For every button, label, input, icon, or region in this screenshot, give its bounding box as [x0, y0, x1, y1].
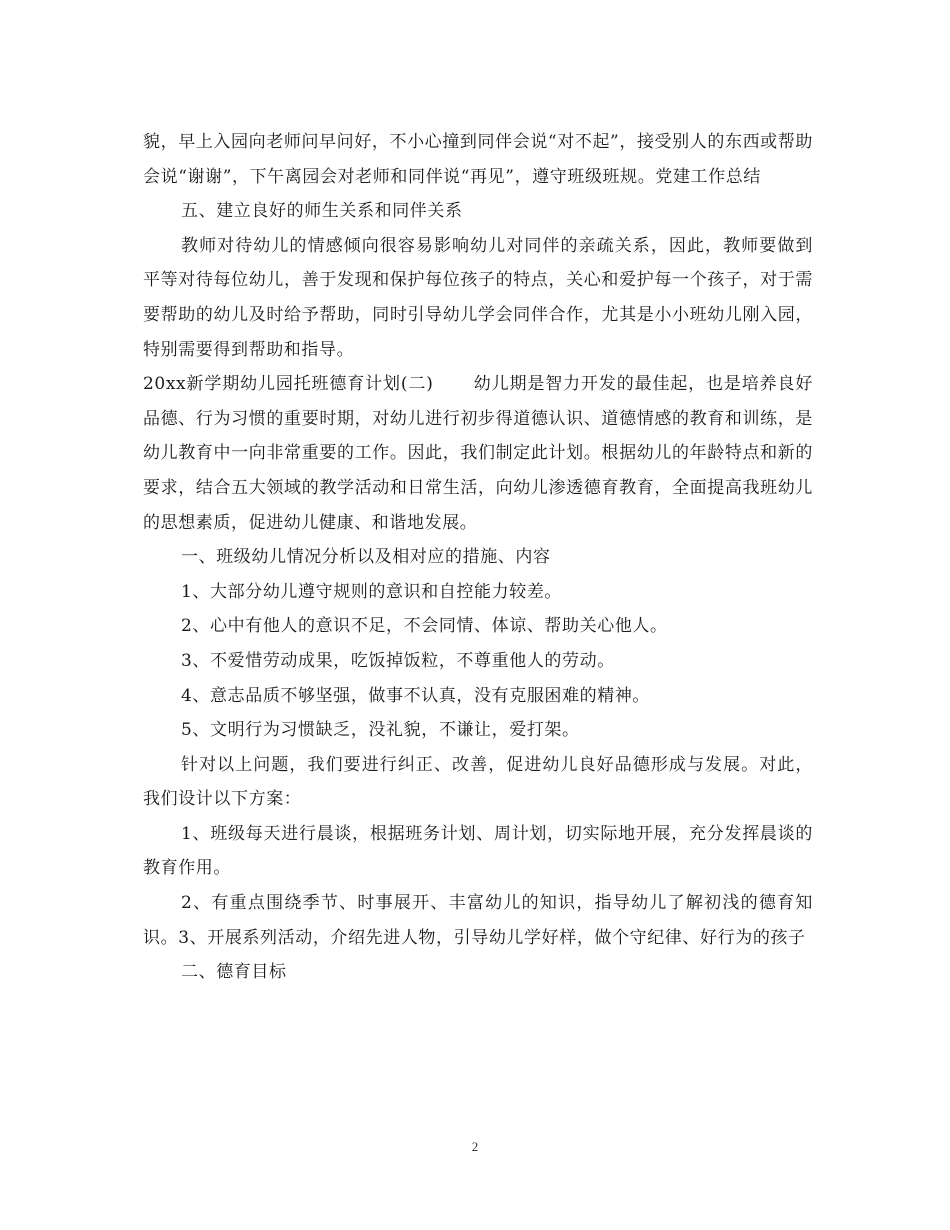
list-item: 3、不爱惜劳动成果，吃饭掉饭粒，不尊重他人的劳动。: [181, 650, 615, 671]
page-number: 2: [471, 1139, 479, 1154]
paragraph-teacher-relations: 教师对待幼儿的情感倾向很容易影响幼儿对同伴的亲疏关系，因此，教师要做到平等对待每位幼儿，善于发现和保护每位孩子的特点，关心和爱护每一个孩子，对于需要帮助的幼儿及时给予帮助，同时引导幼儿学会同伴合作，尤其是小小班幼儿刚入园，特别需要得到帮助和指导。: [143, 235, 813, 360]
list-item: 4、意志品质不够坚强，做事不认真，没有克服困难的精神。: [181, 685, 651, 706]
plan-title: 20xx新学期幼儿园托班德育计划(二): [143, 374, 434, 395]
list-item: 1、大部分幼儿遵守规则的意识和自控能力较差。: [181, 581, 563, 602]
section-heading-two: 二、德育目标: [181, 962, 287, 983]
document-body: [143, 125, 813, 990]
paragraph-continuation: 貌，早上入园向老师问早问好，不小心撞到同伴会说“对不起”，接受别人的东西或帮助会说“谢谢”，下午离园会对老师和同伴说“再见”，遵守班级班规。党建工作总结: [143, 132, 813, 187]
section-heading-five: 五、建立良好的师生关系和同伴关系: [181, 201, 463, 222]
paragraph-plan-intro: [143, 367, 813, 540]
list-item: 2、心中有他人的意识不足，不会同情、体谅、帮助关心他人。: [181, 616, 668, 637]
plan-intro-text: 幼儿期是智力开发的最佳起，也是培养良好品德、行为习惯的重要时期，对幼儿进行初步得道德认识、道德情感的教育和训练，是幼儿教育中一向非常重要的工作。因此，我们制定此计划。根据幼儿的年龄特点和新的要求，结合五大领域的教学活动和日常生活，向幼儿渗透德育教育，全面提高我班幼儿的思想素质，促进幼儿健康、和谐地发展。: [143, 374, 813, 533]
paragraph-response: 针对以上问题，我们要进行纠正、改善，促进幼儿良好品德形成与发展。对此，我们设计以下方案：: [143, 754, 813, 810]
section-heading-one: 一、班级幼儿情况分析以及相对应的措施、内容: [181, 547, 551, 568]
list-item: 2、有重点围绕季节、时事展开、丰富幼儿的知识，指导幼儿了解初浅的德育知识。3、开展系列活动，介绍先进人物，引导幼儿学好样，做个守纪律、好行为的孩子: [143, 893, 813, 948]
list-item: 1、班级每天进行晨谈，根据班务计划、周计划，切实际地开展，充分发挥晨谈的教育作用。: [143, 823, 813, 879]
list-item: 5、文明行为习惯缺乏，没礼貌，不谦让，爱打架。: [181, 720, 580, 741]
